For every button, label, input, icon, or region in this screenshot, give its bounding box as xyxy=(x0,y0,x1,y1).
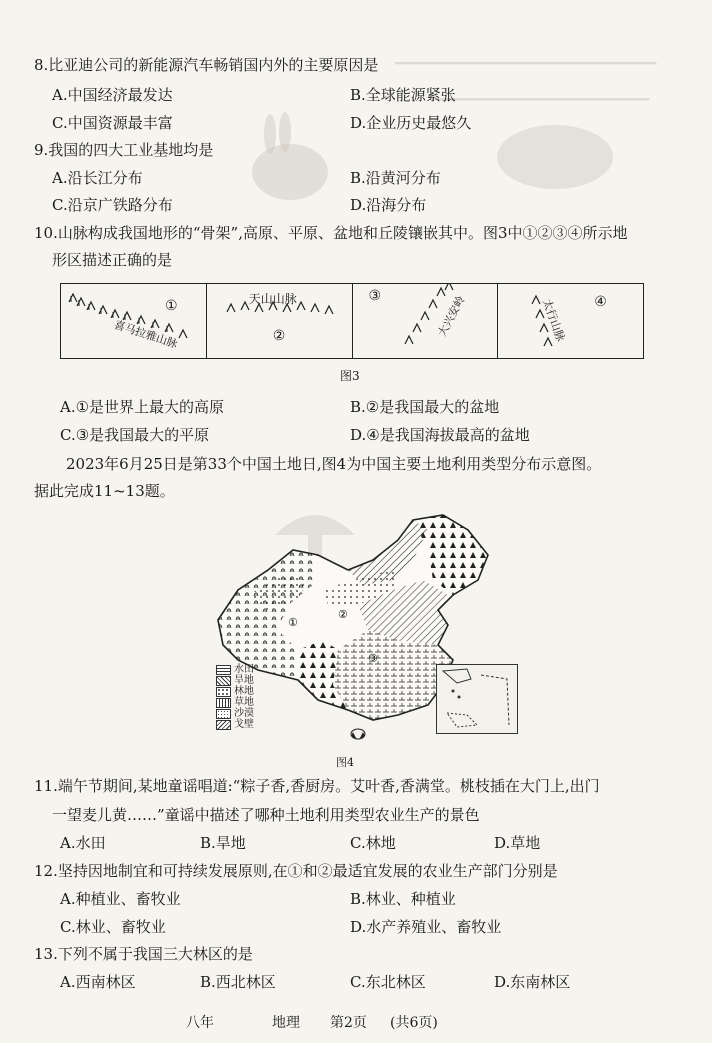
footer-subject: 地理 xyxy=(272,1015,300,1031)
q13-option-b: B.西北林区 xyxy=(200,973,276,991)
q10-option-d: D.④是我国海拔最高的盆地 xyxy=(350,426,530,444)
legend-item: 水田 xyxy=(216,664,254,675)
inset-map-icon xyxy=(437,665,517,733)
q13-option-a: A.西南林区 xyxy=(60,973,136,991)
intro-line2: 据此完成11~13题。 xyxy=(34,482,175,500)
fig3-label-tianshan: 天山山脉 xyxy=(248,292,297,306)
q12-option-b: B.林业、种植业 xyxy=(350,890,456,908)
legend-item: 沙漠 xyxy=(216,708,254,719)
map-mark-1: ① xyxy=(288,616,298,629)
q9-stem: 9.我国的四大工业基地均是 xyxy=(34,141,214,159)
q10-option-a: A.①是世界上最大的高原 xyxy=(60,398,225,416)
mountain-symbols-icon xyxy=(207,284,351,358)
legend-item: 草地 xyxy=(216,697,254,708)
figure-3-caption: 图3 xyxy=(340,369,360,383)
q12-option-c: C.林业、畜牧业 xyxy=(60,918,166,936)
figure-3-panels xyxy=(60,283,644,359)
q11-option-d: D.草地 xyxy=(494,834,541,852)
footer-total: (共6页) xyxy=(390,1015,438,1031)
footer-grade: 八年 xyxy=(186,1015,214,1031)
map-mark-3: ③ xyxy=(368,652,378,665)
q9-option-c: C.沿京广铁路分布 xyxy=(52,196,173,214)
mountain-symbols-icon xyxy=(353,284,497,358)
q8-option-a: A.中国经济最发达 xyxy=(52,86,173,104)
figure-3-panel-1 xyxy=(61,284,207,358)
q11-stem-line2: 一望麦儿黄……”童谣中描述了哪种土地利用类型农业生产的景色 xyxy=(52,806,480,824)
q13-stem: 13.下列不属于我国三大林区的是 xyxy=(34,945,253,963)
q10-stem-line2: 形区描述正确的是 xyxy=(52,251,173,269)
q11-option-a: A.水田 xyxy=(60,834,106,852)
q11-option-c: C.林地 xyxy=(350,834,396,852)
fig3-label-daxinganling: 大兴安岭 xyxy=(434,293,468,339)
q11-stem-line1: 11.端午节期间,某地童谣唱道:“粽子香,香厨房。艾叶香,香满堂。桃枝插在大门上,出门 xyxy=(34,777,600,795)
q11-option-b: B.旱地 xyxy=(200,834,246,852)
legend-item: 旱地 xyxy=(216,675,254,686)
legend-item: 林地 xyxy=(216,686,254,697)
bleed-text: ━━━━━━━━━━━━━━━━━━━━━━━━━━━━━━━ xyxy=(395,56,657,72)
q10-option-b: B.②是我国最大的盆地 xyxy=(350,398,500,416)
q12-option-a: A.种植业、畜牧业 xyxy=(60,890,181,908)
figure-3-panel-2 xyxy=(207,284,353,358)
q10-option-c: C.③是我国最大的平原 xyxy=(60,426,210,444)
footer-page: 第2页 xyxy=(330,1015,367,1031)
intro-line1: 2023年6月25日是第33个中国土地日,图4为中国主要土地利用类型分布示意图。 xyxy=(66,455,602,473)
bleed-text: ━━━━━━━━━━━━━━━━━━━━━━━━━━ xyxy=(430,92,650,108)
figure-3-panel-3 xyxy=(353,284,499,358)
q8-stem: 8.比亚迪公司的新能源汽车畅销国内外的主要原因是 xyxy=(34,56,379,74)
q13-option-d: D.东南林区 xyxy=(494,973,571,991)
legend-item: 戈壁 xyxy=(216,719,254,730)
q8-option-c: C.中国资源最丰富 xyxy=(52,114,173,132)
fig3-mark-4: ④ xyxy=(594,294,607,310)
bleed-rabbit-image xyxy=(230,112,350,212)
figure-4-legend xyxy=(216,664,254,730)
q8-option-d: D.企业历史最悠久 xyxy=(350,114,472,132)
fig3-mark-3: ③ xyxy=(368,288,382,304)
fig3-mark-2: ② xyxy=(272,328,286,344)
bleed-shell-image xyxy=(490,112,620,202)
q9-option-d: D.沿海分布 xyxy=(350,196,427,214)
q13-option-c: C.东北林区 xyxy=(350,973,426,991)
q8-option-b: B.全球能源紧张 xyxy=(350,86,456,104)
fig3-label-taihang: 太行山脉 xyxy=(540,297,568,344)
q12-stem: 12.坚持因地制宜和可持续发展原则,在①和②最适宜发展的农业生产部门分别是 xyxy=(34,862,558,880)
figure-4-caption: 图4 xyxy=(336,756,354,769)
q10-stem-line1: 10.山脉构成我国地形的“骨架”,高原、平原、盆地和丘陵镶嵌其中。图3中①②③④所示地 xyxy=(34,224,628,242)
south-china-sea-inset xyxy=(436,664,518,734)
q12-option-d: D.水产养殖业、畜牧业 xyxy=(350,918,502,936)
fig3-mark-1: ① xyxy=(165,298,178,314)
fig3-label-himalaya: 喜马拉雅山脉 xyxy=(112,318,180,351)
mountain-symbols-icon xyxy=(498,284,642,358)
q9-option-a: A.沿长江分布 xyxy=(52,169,143,187)
figure-3-panel-4 xyxy=(498,284,643,358)
map-mark-2: ② xyxy=(338,608,348,621)
q9-option-b: B.沿黄河分布 xyxy=(350,169,441,187)
